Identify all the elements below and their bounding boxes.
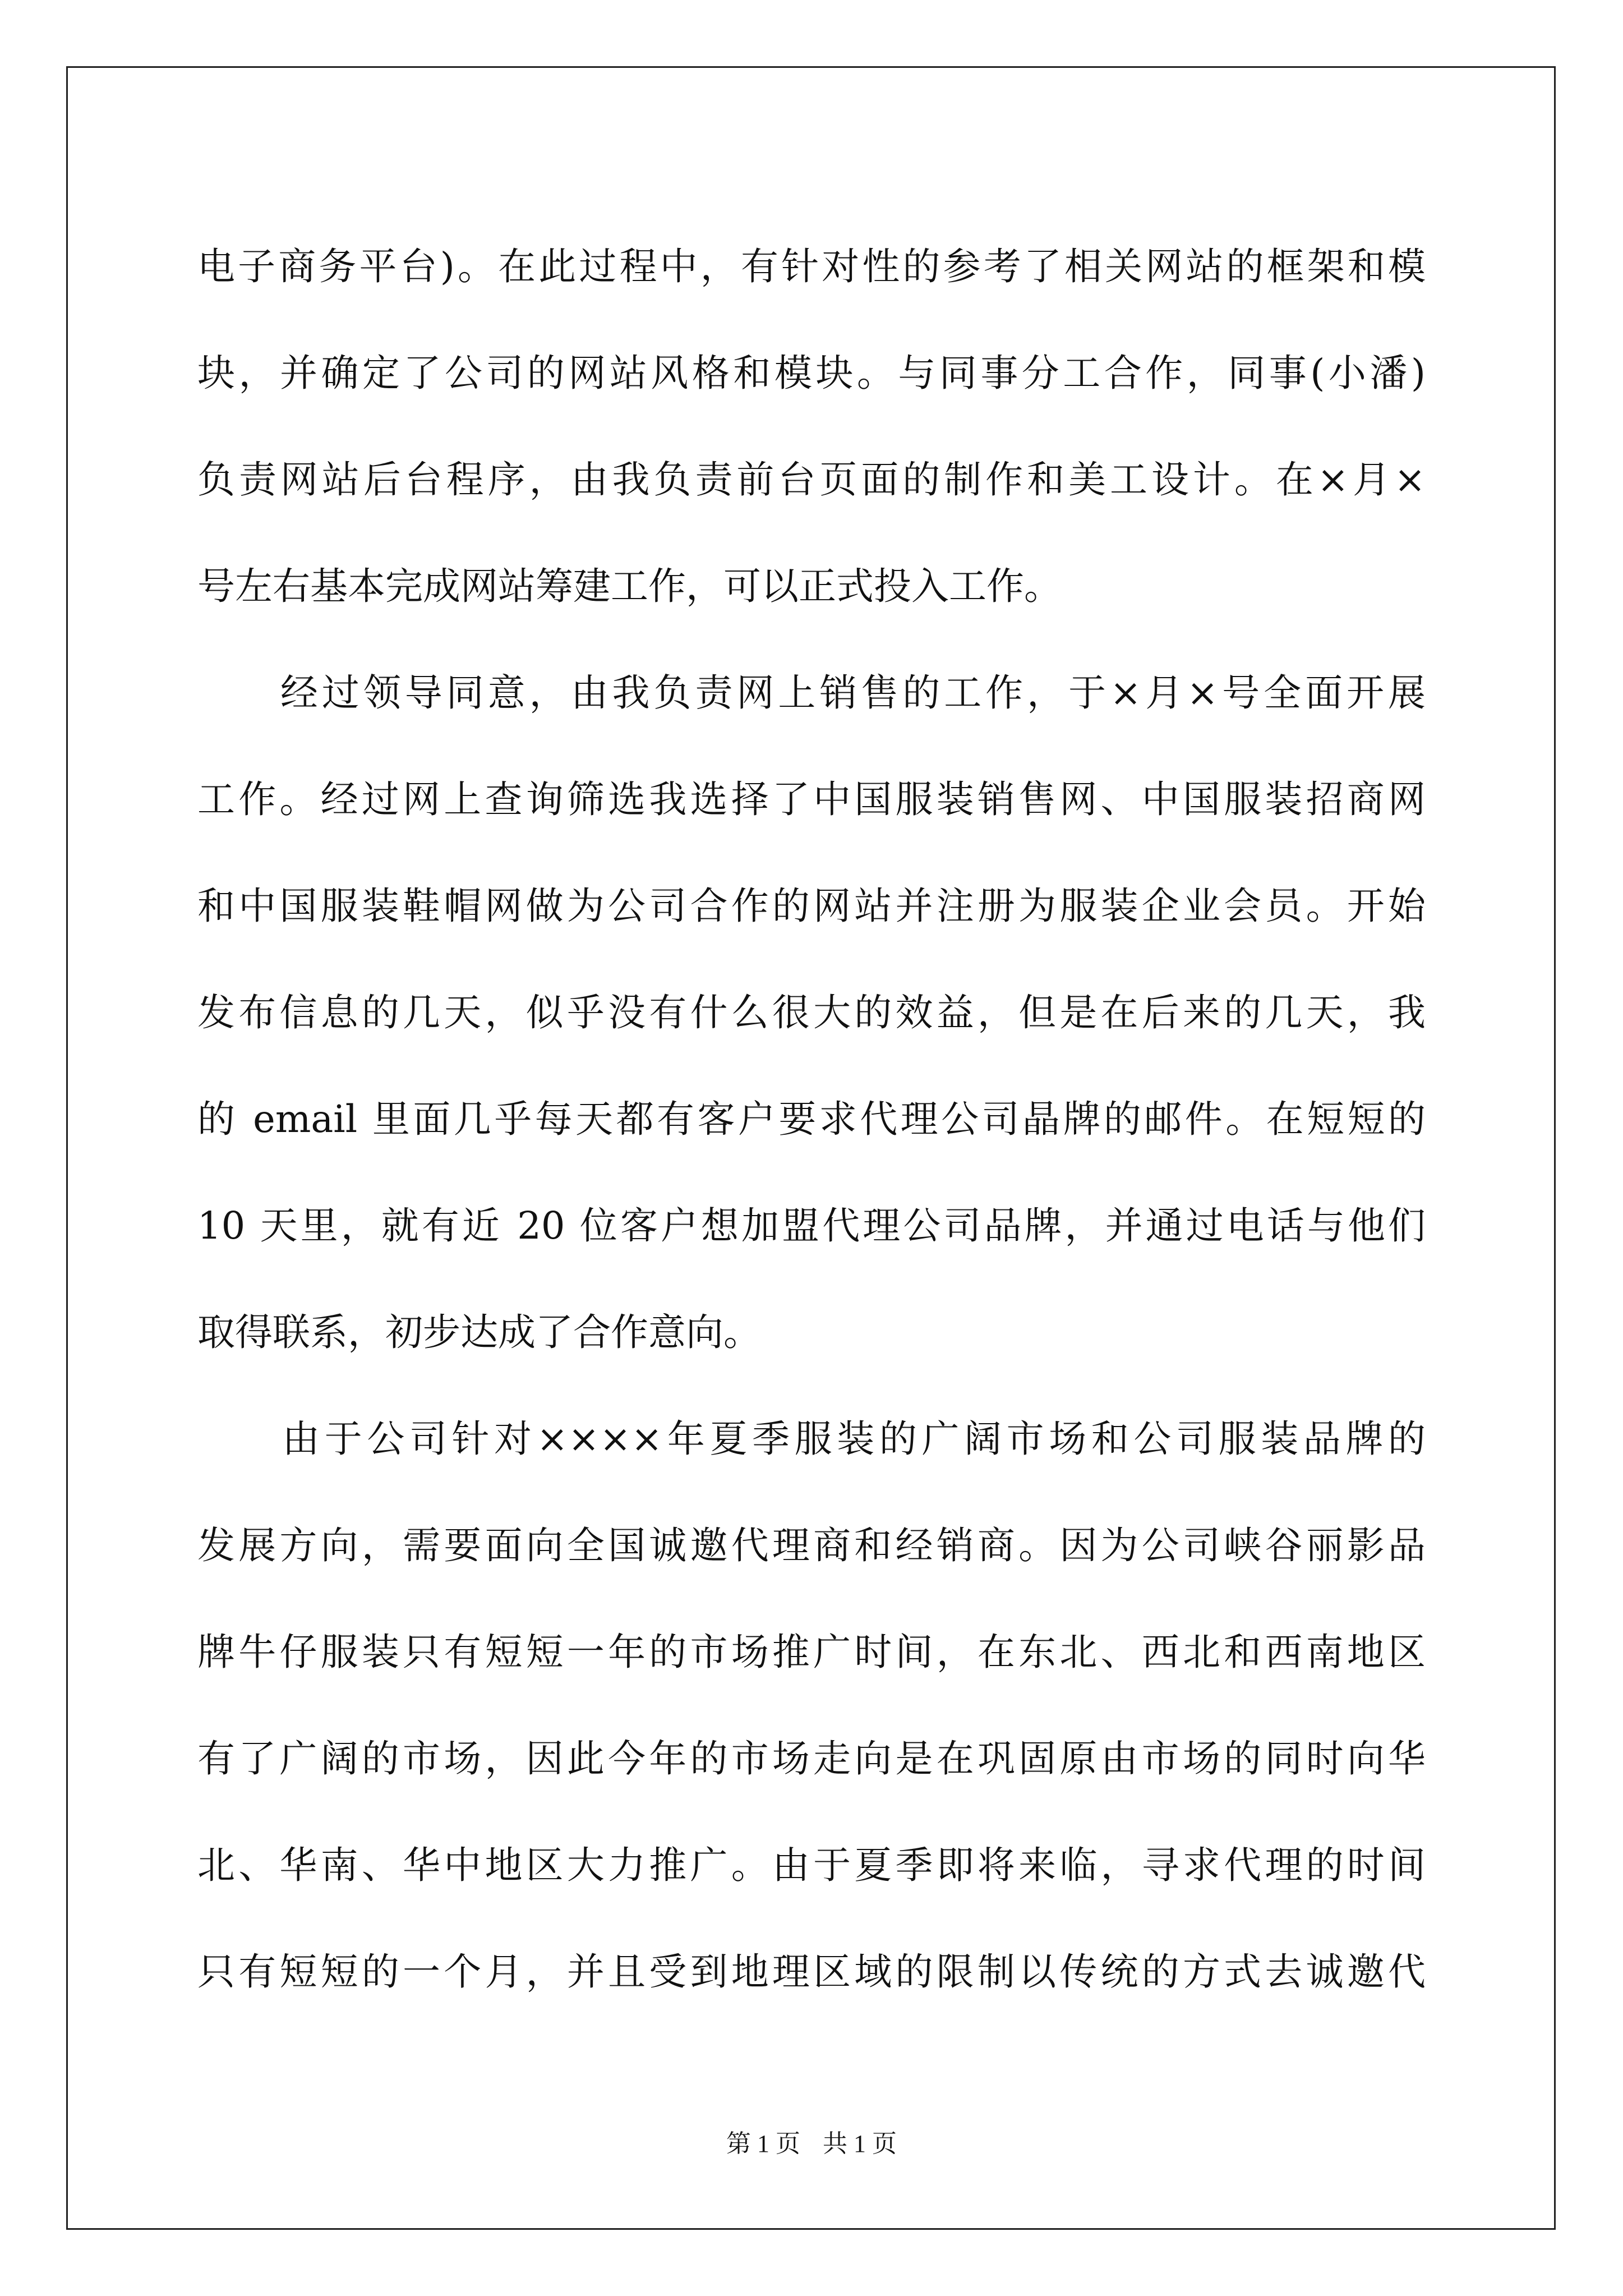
text-line: 10 天里，就有近 20 位客户想加盟代理公司品牌，并通过电话与他们	[197, 1204, 1426, 1248]
paragraph-3	[197, 1386, 1426, 2025]
page-total: 共 1 页	[823, 2130, 897, 2157]
text-line: 有了广阔的市场，因此今年的市场走向是在巩固原由市场的同时向华	[197, 1737, 1426, 1780]
document-body	[197, 213, 1426, 2025]
text-line: 发展方向，需要面向全国诚邀代理商和经销商。因为公司峡谷丽影品	[197, 1524, 1426, 1567]
text-line: 的 email 里面几乎每天都有客户要求代理公司晶牌的邮件。在短短的	[197, 1097, 1426, 1141]
text-line: 经过领导同意，由我负责网上销售的工作，于×月×号全面开展	[197, 671, 1426, 715]
text-line: 由于公司针对××××年夏季服装的广阔市场和公司服装品牌的	[197, 1417, 1426, 1461]
page-footer	[0, 2123, 1623, 2159]
paragraph-1	[197, 213, 1426, 639]
text-line: 和中国服装鞋帽网做为公司合作的网站并注册为服装企业会员。开始	[197, 884, 1426, 928]
text-line: 号左右基本完成网站筹建工作，可以正式投入工作。	[197, 564, 1062, 608]
text-line: 取得联系，初步达成了合作意向。	[197, 1310, 761, 1354]
text-line: 北、华南、华中地区大力推广。由于夏季即将来临，寻求代理的时间	[197, 1843, 1426, 1887]
text-line: 块，并确定了公司的网站风格和模块。与同事分工合作，同事(小潘)	[197, 351, 1426, 395]
text-line: 只有短短的一个月，并且受到地理区域的限制以传统的方式去诚邀代	[197, 1950, 1426, 1994]
text-line: 发布信息的几天，似乎没有什么很大的效益，但是在后来的几天，我	[197, 991, 1426, 1034]
paragraph-2	[197, 639, 1426, 1386]
text-line: 牌牛仔服装只有短短一年的市场推广时间，在东北、西北和西南地区	[197, 1630, 1426, 1674]
text-line: 电子商务平台)。在此过程中，有针对性的参考了相关网站的框架和模	[197, 245, 1426, 288]
page-number: 第 1 页	[726, 2130, 800, 2157]
text-line: 工作。经过网上查询筛选我选择了中国服装销售网、中国服装招商网	[197, 777, 1426, 821]
text-line: 负责网站后台程序，由我负责前台页面的制作和美工设计。在×月×	[197, 458, 1426, 501]
